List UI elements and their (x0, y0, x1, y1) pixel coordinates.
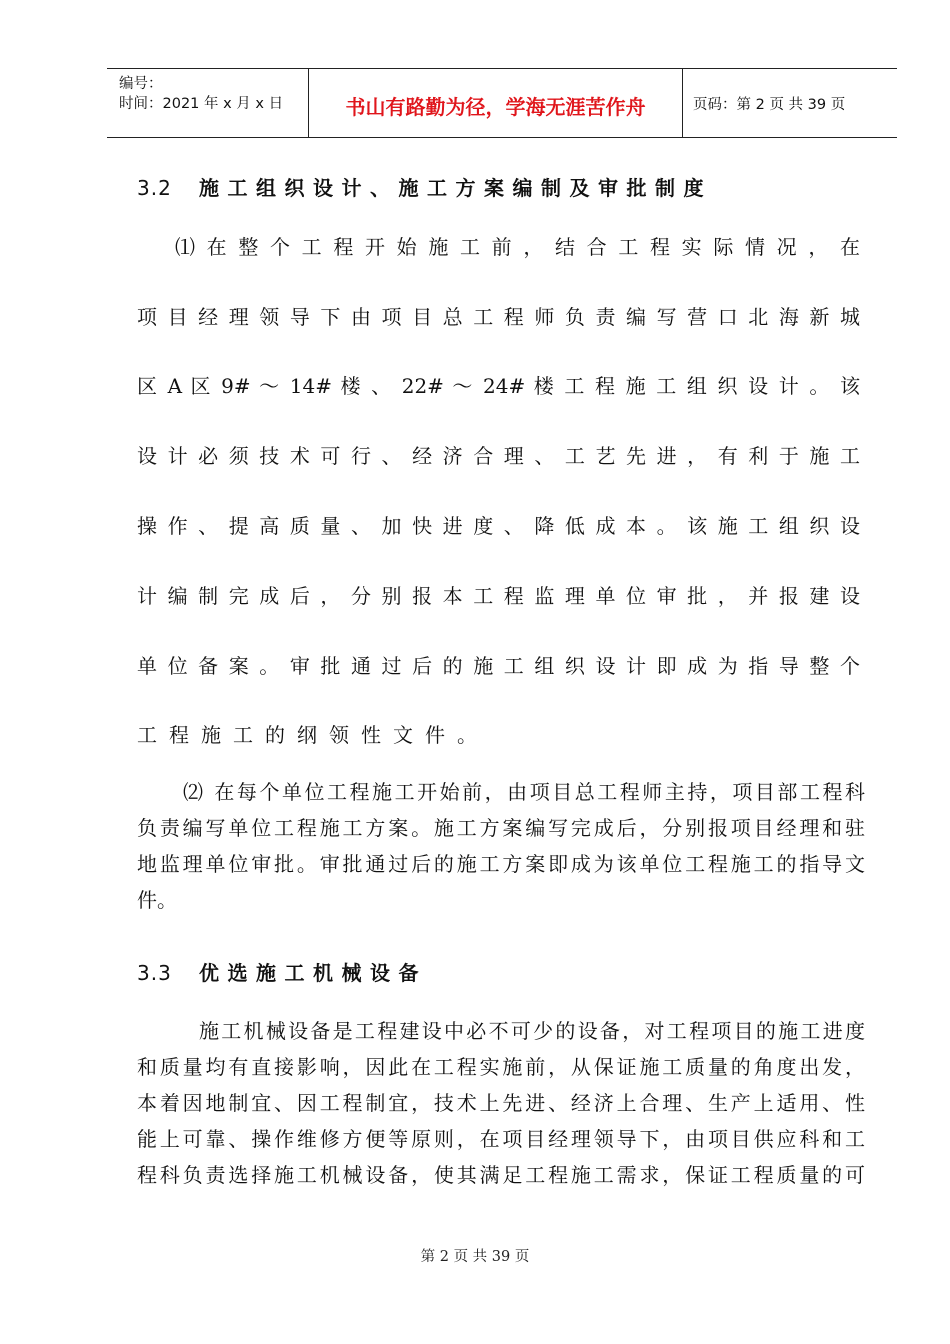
text-line: 和质量均有直接影响，因此在工程实施前，从保证施工质量的角度出发， (137, 1055, 865, 1079)
paragraph-3-2-2 (137, 774, 865, 918)
text-line: 件。 (137, 888, 177, 912)
text-line: 工程施工的纲领性文件。 (137, 723, 489, 747)
paragraph-3-3-1 (137, 1013, 865, 1193)
section-heading-3-2 (137, 172, 712, 201)
text-line: 计 编 制 完 成 后 ， 分 别 报 本 工 程 监 理 单 位 审 批 ， 并 报 建 设 (137, 584, 860, 608)
header-motto: 书山有路勤为径，学海无涯苦作舟 (345, 95, 646, 119)
section-title: 优选施工机械设备 (199, 961, 427, 985)
text-line: ⑴ 在 整 个 工 程 开 始 施 工 前 ， 结 合 工 程 实 际 情 况 ， 在 (175, 235, 860, 259)
section-number: 3.3 (137, 961, 172, 985)
text-line: 负责编写单位工程施工方案。施工方案编写完成后，分别报项目经理和驻 (137, 816, 865, 840)
text-line: 程科负责选择施工机械设备，使其满足工程施工需求，保证工程质量的可 (137, 1163, 865, 1187)
doc-date-label: 时间：2021 年 x 月 x 日 (119, 96, 284, 112)
text-line: 操 作 、 提 高 质 量 、 加 快 进 度 、 降 低 成 本 。 该 施 工 组 织 设 (137, 514, 860, 538)
text-line: 设 计 必 须 技 术 可 行 、 经 济 合 理 、 工 艺 先 进 ， 有 利 于 施 工 (137, 444, 860, 468)
text-line: ⑵ 在每个单位工程施工开始前，由项目总工程师主持，项目部工程科 (183, 780, 865, 804)
text-line: 区 A 区 9# ～ 14# 楼 、 22# ～ 24# 楼 工 程 施 工 组 织 设 计 。 该 (137, 374, 860, 398)
section-number: 3.2 (137, 176, 172, 200)
page-footer: 第 2 页 共 39 页 (420, 1249, 530, 1265)
section-heading-3-3 (137, 957, 427, 986)
text-line: 项 目 经 理 领 导 下 由 项 目 总 工 程 师 负 责 编 写 营 口 北 海 新 城 (137, 305, 860, 329)
header-page-info: 页码：第 2 页 共 39 页 (693, 97, 846, 113)
header-meta-cell (107, 69, 309, 137)
text-line: 地监理单位审批。审批通过后的施工方案即成为该单位工程施工的指导文 (137, 852, 865, 876)
header-motto-cell (309, 69, 683, 137)
text-line: 能上可靠、操作维修方便等原则，在项目经理领导下，由项目供应科和工 (137, 1127, 865, 1151)
text-line: 施工机械设备是工程建设中必不可少的设备，对工程项目的施工进度 (199, 1019, 865, 1043)
doc-code-label: 编号： (119, 76, 163, 92)
section-title: 施工组织设计、施工方案编制及审批制度 (199, 176, 712, 200)
header-page-cell (683, 69, 897, 137)
text-line: 本着因地制宜、因工程制宜，技术上先进、经济上合理、生产上适用、性 (137, 1091, 865, 1115)
document-header (107, 68, 897, 138)
text-line: 单 位 备 案 。 审 批 通 过 后 的 施 工 组 织 设 计 即 成 为 指 导 整 个 (137, 654, 860, 678)
